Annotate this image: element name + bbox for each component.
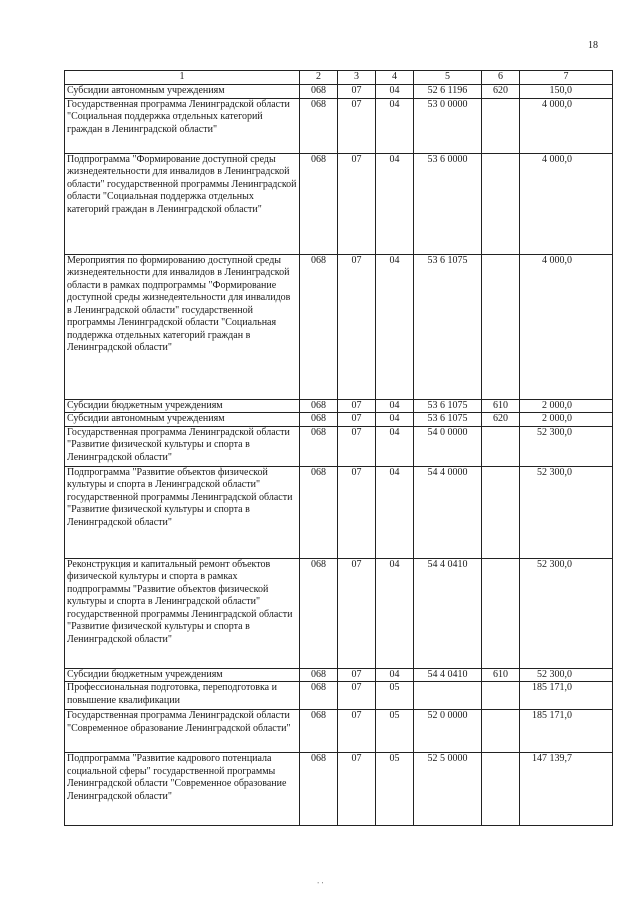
ministry-code: 068 bbox=[300, 426, 338, 466]
target-article: 53 6 1075 bbox=[414, 254, 482, 399]
item-name: Реконструкция и капитальный ремонт объектов физической культуры и спорта в рамках подпрограммы "Развитие объектов физической культуры и спорта в Ленинградской области" государственной программы Ленинградской области "Развитие физической культуры и спорта в Ленинградской области" bbox=[65, 558, 300, 668]
item-name: Государственная программа Ленинградской области "Современное образование Ленинградской области" bbox=[65, 710, 300, 753]
header-cell: 4 bbox=[376, 71, 414, 85]
amount: 52 300,0 bbox=[520, 668, 613, 682]
subsection-code: 04 bbox=[376, 98, 414, 153]
target-article: 54 0 0000 bbox=[414, 426, 482, 466]
target-article bbox=[414, 682, 482, 710]
subsection-code: 04 bbox=[376, 466, 414, 558]
expense-type bbox=[482, 710, 520, 753]
expense-type bbox=[482, 153, 520, 254]
target-article: 52 6 1196 bbox=[414, 85, 482, 99]
section-code: 07 bbox=[338, 710, 376, 753]
amount: 4 000,0 bbox=[520, 254, 613, 399]
expense-type: 620 bbox=[482, 85, 520, 99]
item-name: Субсидии бюджетным учреждениям bbox=[65, 399, 300, 413]
section-code: 07 bbox=[338, 682, 376, 710]
ministry-code: 068 bbox=[300, 254, 338, 399]
budget-table bbox=[64, 70, 613, 826]
amount: 52 300,0 bbox=[520, 466, 613, 558]
header-cell: 2 bbox=[300, 71, 338, 85]
subsection-code: 04 bbox=[376, 85, 414, 99]
expense-type bbox=[482, 466, 520, 558]
subsection-code: 04 bbox=[376, 426, 414, 466]
item-name: Субсидии автономным учреждениям bbox=[65, 413, 300, 427]
section-code: 07 bbox=[338, 98, 376, 153]
table-row bbox=[65, 682, 613, 710]
expense-type: 610 bbox=[482, 668, 520, 682]
table-row bbox=[65, 710, 613, 753]
section-code: 07 bbox=[338, 466, 376, 558]
expense-type bbox=[482, 753, 520, 826]
subsection-code: 05 bbox=[376, 710, 414, 753]
table-row bbox=[65, 254, 613, 399]
expense-type: 620 bbox=[482, 413, 520, 427]
expense-type: 610 bbox=[482, 399, 520, 413]
scan-mark: ٠٠ bbox=[316, 878, 325, 887]
target-article: 52 0 0000 bbox=[414, 710, 482, 753]
ministry-code: 068 bbox=[300, 85, 338, 99]
section-code: 07 bbox=[338, 153, 376, 254]
target-article: 53 0 0000 bbox=[414, 98, 482, 153]
section-code: 07 bbox=[338, 668, 376, 682]
section-code: 07 bbox=[338, 558, 376, 668]
ministry-code: 068 bbox=[300, 753, 338, 826]
section-code: 07 bbox=[338, 413, 376, 427]
header-cell: 7 bbox=[520, 71, 613, 85]
item-name: Мероприятия по формированию доступной среды жизнедеятельности для инвалидов в Ленинградской области в рамках подпрограммы "Формирование доступной среды жизнедеятельности для инвалидов в Ленинградской области" государственной программы Ленинградской области "Социальная поддержка отдельных категорий граждан в Ленинградской области" bbox=[65, 254, 300, 399]
subsection-code: 04 bbox=[376, 558, 414, 668]
subsection-code: 04 bbox=[376, 399, 414, 413]
amount: 2 000,0 bbox=[520, 413, 613, 427]
amount: 147 139,7 bbox=[520, 753, 613, 826]
section-code: 07 bbox=[338, 426, 376, 466]
target-article: 54 4 0410 bbox=[414, 668, 482, 682]
target-article: 54 4 0000 bbox=[414, 466, 482, 558]
section-code: 07 bbox=[338, 399, 376, 413]
table-row bbox=[65, 153, 613, 254]
table-header-row bbox=[65, 71, 613, 85]
expense-type bbox=[482, 558, 520, 668]
target-article: 53 6 1075 bbox=[414, 413, 482, 427]
item-name: Подпрограмма "Развитие кадрового потенциала социальной сферы" государственной программы Ленинградской области "Современное образование Ленинградской области" bbox=[65, 753, 300, 826]
section-code: 07 bbox=[338, 85, 376, 99]
subsection-code: 04 bbox=[376, 413, 414, 427]
item-name: Государственная программа Ленинградской области "Развитие физической культуры и спорта в Ленинградской области" bbox=[65, 426, 300, 466]
table-row bbox=[65, 426, 613, 466]
ministry-code: 068 bbox=[300, 98, 338, 153]
expense-type bbox=[482, 254, 520, 399]
amount: 4 000,0 bbox=[520, 98, 613, 153]
ministry-code: 068 bbox=[300, 558, 338, 668]
item-name: Государственная программа Ленинградской области "Социальная поддержка отдельных категорий граждан в Ленинградской области" bbox=[65, 98, 300, 153]
subsection-code: 05 bbox=[376, 682, 414, 710]
ministry-code: 068 bbox=[300, 413, 338, 427]
expense-type bbox=[482, 426, 520, 466]
amount: 185 171,0 bbox=[520, 710, 613, 753]
table-row bbox=[65, 413, 613, 427]
amount: 52 300,0 bbox=[520, 558, 613, 668]
target-article: 54 4 0410 bbox=[414, 558, 482, 668]
target-article: 52 5 0000 bbox=[414, 753, 482, 826]
amount: 52 300,0 bbox=[520, 426, 613, 466]
table-row bbox=[65, 668, 613, 682]
header-cell: 6 bbox=[482, 71, 520, 85]
table-row bbox=[65, 85, 613, 99]
header-cell: 3 bbox=[338, 71, 376, 85]
amount: 2 000,0 bbox=[520, 399, 613, 413]
amount: 150,0 bbox=[520, 85, 613, 99]
expense-type bbox=[482, 98, 520, 153]
header-cell: 1 bbox=[65, 71, 300, 85]
ministry-code: 068 bbox=[300, 682, 338, 710]
subsection-code: 05 bbox=[376, 753, 414, 826]
subsection-code: 04 bbox=[376, 668, 414, 682]
header-cell: 5 bbox=[414, 71, 482, 85]
ministry-code: 068 bbox=[300, 153, 338, 254]
ministry-code: 068 bbox=[300, 668, 338, 682]
item-name: Подпрограмма "Формирование доступной среды жизнедеятельности для инвалидов в Ленинградской области" государственной программы Ленинградской области "Социальная поддержка отдельных категорий граждан в Ленинградской области" bbox=[65, 153, 300, 254]
table-row bbox=[65, 98, 613, 153]
item-name: Субсидии автономным учреждениям bbox=[65, 85, 300, 99]
amount: 4 000,0 bbox=[520, 153, 613, 254]
table-row bbox=[65, 466, 613, 558]
table-row bbox=[65, 753, 613, 826]
subsection-code: 04 bbox=[376, 254, 414, 399]
section-code: 07 bbox=[338, 753, 376, 826]
target-article: 53 6 0000 bbox=[414, 153, 482, 254]
ministry-code: 068 bbox=[300, 399, 338, 413]
section-code: 07 bbox=[338, 254, 376, 399]
table-row bbox=[65, 399, 613, 413]
expense-type bbox=[482, 682, 520, 710]
amount: 185 171,0 bbox=[520, 682, 613, 710]
table-row bbox=[65, 558, 613, 668]
target-article: 53 6 1075 bbox=[414, 399, 482, 413]
page-number: 18 bbox=[588, 40, 598, 51]
subsection-code: 04 bbox=[376, 153, 414, 254]
item-name: Подпрограмма "Развитие объектов физической культуры и спорта в Ленинградской области" государственной программы Ленинградской области "Развитие физической культуры и спорта в Ленинградской области" bbox=[65, 466, 300, 558]
item-name: Профессиональная подготовка, переподготовка и повышение квалификации bbox=[65, 682, 300, 710]
item-name: Субсидии бюджетным учреждениям bbox=[65, 668, 300, 682]
ministry-code: 068 bbox=[300, 466, 338, 558]
ministry-code: 068 bbox=[300, 710, 338, 753]
